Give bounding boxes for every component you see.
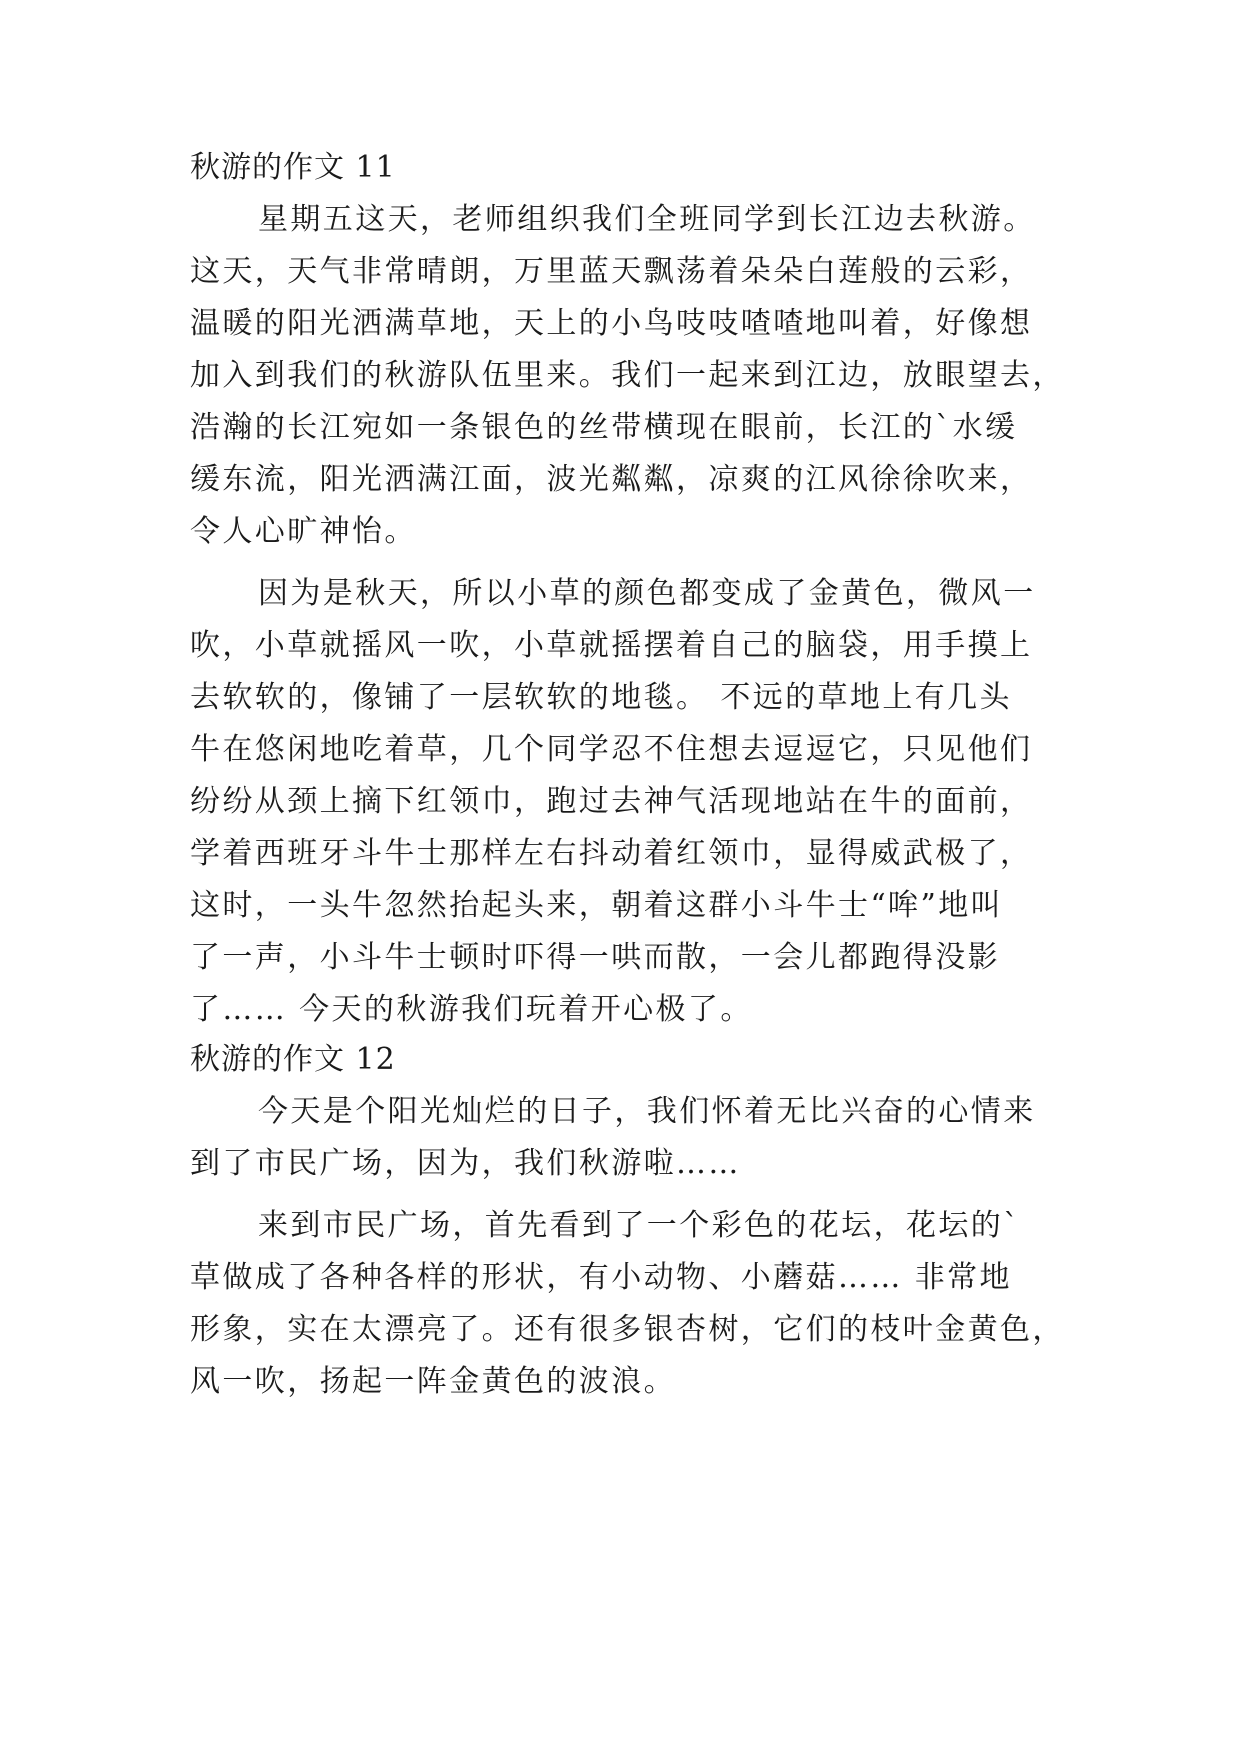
paragraph-line: 草做成了各种各样的形状，有小动物、小蘑菇…… 非常地 bbox=[190, 1260, 1012, 1295]
paragraph-line: 风一吹，扬起一阵金黄色的波浪。 bbox=[190, 1364, 676, 1399]
paragraph-line: 来到市民广场，首先看到了一个彩色的花坛，花坛的` bbox=[258, 1208, 1021, 1243]
paragraph-line: 星期五这天，老师组织我们全班同学到长江边去秋游。 bbox=[258, 202, 1036, 237]
paragraph-line: 牛在悠闲地吃着草，几个同学忍不住想去逗逗它，只见他们 bbox=[190, 732, 1033, 767]
section-title: 秋游的作文 11 bbox=[190, 150, 396, 185]
paragraph-line: 形象，实在太漂亮了。还有很多银杏树，它们的枝叶金黄色， bbox=[190, 1312, 1065, 1347]
paragraph-line: 加入到我们的秋游队伍里来。我们一起来到江边，放眼望去， bbox=[190, 358, 1065, 393]
paragraph-line: 温暖的阳光洒满草地，天上的小鸟吱吱喳喳地叫着，好像想 bbox=[190, 306, 1033, 341]
paragraph-line: 缓东流，阳光洒满江面，波光粼粼，凉爽的江风徐徐吹来， bbox=[190, 462, 1033, 497]
paragraph-line: 今天是个阳光灿烂的日子，我们怀着无比兴奋的心情来 bbox=[258, 1094, 1036, 1129]
paragraph-line: 纷纷从颈上摘下红领巾，跑过去神气活现地站在牛的面前， bbox=[190, 784, 1033, 819]
paragraph-line: 了一声，小斗牛士顿时吓得一哄而散，一会儿都跑得没影 bbox=[190, 940, 1000, 975]
section-title: 秋游的作文 12 bbox=[190, 1042, 396, 1077]
paragraph-line: 了…… 今天的秋游我们玩着开心极了。 bbox=[190, 992, 753, 1027]
paragraph-line: 因为是秋天，所以小草的颜色都变成了金黄色，微风一 bbox=[258, 576, 1036, 611]
paragraph-line: 学着西班牙斗牛士那样左右抖动着红领巾，显得威武极了， bbox=[190, 836, 1033, 871]
paragraph-line: 令人心旷神怡。 bbox=[190, 514, 417, 549]
paragraph-line: 到了市民广场，因为，我们秋游啦…… bbox=[190, 1146, 741, 1181]
paragraph-line: 这时，一头牛忽然抬起头来，朝着这群小斗牛士“哞”地叫 bbox=[190, 888, 1004, 923]
paragraph-line: 浩瀚的长江宛如一条银色的丝带横现在眼前，长江的`水缓 bbox=[190, 410, 1018, 445]
paragraph-line: 吹，小草就摇风一吹，小草就摇摆着自己的脑袋，用手摸上 bbox=[190, 628, 1033, 663]
paragraph-line: 这天，天气非常晴朗，万里蓝天飘荡着朵朵白莲般的云彩， bbox=[190, 254, 1033, 289]
paragraph-line: 去软软的，像铺了一层软软的地毯。 不远的草地上有几头 bbox=[190, 680, 1012, 715]
